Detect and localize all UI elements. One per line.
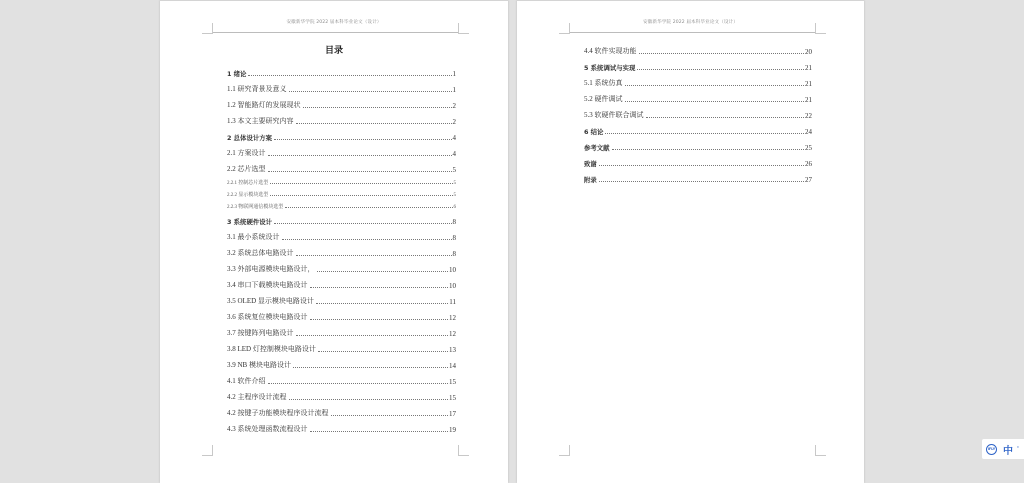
toc-entry[interactable]: 5.1 系统仿真 21 [584, 79, 812, 88]
toc-title: 目录 [324, 46, 343, 56]
leader-dots [331, 414, 449, 416]
toc-entry[interactable]: 5 系统调试与实现 21 [584, 64, 812, 72]
document-page-1 [160, 0, 508, 483]
running-header: 安徽新华学院 2022 届本科毕业论文（设计） [642, 20, 738, 25]
leader-dots [296, 254, 452, 256]
toc-entry[interactable]: 4.1 软件介绍 15 [227, 377, 456, 386]
toc-entry[interactable]: 2.1 方案设计 4 [227, 149, 456, 158]
leader-dots [282, 238, 452, 240]
toc-entry[interactable]: 2.2.1 控制芯片选型 5 [227, 181, 456, 186]
toc-entry[interactable]: 5.3 软硬件联合调试 22 [584, 111, 812, 120]
toc-entry[interactable]: 1.2 智能路灯的发展现状 2 [227, 101, 456, 110]
toc-entry[interactable]: 4.2 主程序设计流程 15 [227, 393, 456, 402]
toc-entry[interactable]: 2.2.3 物联网通信模块选型 6 [227, 205, 456, 210]
ime-status-widget[interactable] [982, 439, 1024, 459]
leader-dots [639, 52, 805, 54]
ime-language-toggle[interactable]: 中 [1003, 445, 1013, 457]
toc-entry[interactable]: 1 绪论 1 [227, 70, 456, 78]
margin-corner-bottom-right [815, 445, 826, 456]
toc-entry[interactable]: 参考文献 25 [584, 144, 812, 152]
margin-corner-top-right [458, 23, 469, 34]
leader-dots [296, 122, 452, 124]
ime-punctuation-toggle[interactable]: ' [1017, 445, 1019, 453]
toc-entry[interactable]: 3.4 串口下载模块电路设计 10 [227, 281, 456, 290]
leader-dots [289, 90, 452, 92]
header-rule [212, 32, 458, 33]
leader-dots [310, 318, 449, 320]
leader-dots [599, 180, 804, 182]
margin-corner-bottom-left [559, 445, 570, 456]
leader-dots [318, 350, 448, 352]
ifly-logo-icon[interactable]: iFLY [986, 444, 997, 455]
leader-dots [285, 206, 452, 208]
leader-dots [316, 302, 448, 304]
margin-corner-top-left [559, 23, 570, 34]
leader-dots [296, 334, 449, 336]
leader-dots [599, 164, 804, 166]
toc-entry[interactable]: 4.3 系统处理函数流程设计 19 [227, 425, 456, 434]
leader-dots [317, 270, 449, 272]
toc-entry[interactable]: 5.2 硬件调试 21 [584, 95, 812, 104]
leader-dots [274, 138, 451, 140]
leader-dots [625, 100, 805, 102]
toc-entry[interactable]: 3.9 NB 模块电路设计 14 [227, 361, 456, 370]
toc-entry[interactable]: 4.2 按键子功能模块程序设计流程 17 [227, 409, 456, 418]
margin-corner-bottom-left [202, 445, 213, 456]
leader-dots [303, 106, 452, 108]
toc-entry[interactable]: 致谢 26 [584, 160, 812, 168]
leader-dots [605, 132, 804, 134]
toc-list [227, 62, 456, 434]
leader-dots [625, 84, 805, 86]
leader-dots [248, 74, 451, 76]
toc-list-continued [584, 40, 812, 184]
toc-entry[interactable]: 3.6 系统复位模块电路设计 12 [227, 313, 456, 322]
leader-dots [268, 170, 452, 172]
toc-entry[interactable]: 3.2 系统总体电路设计 8 [227, 249, 456, 258]
leader-dots [310, 430, 449, 432]
toc-entry[interactable]: 6 结论 24 [584, 128, 812, 136]
leader-dots [289, 398, 449, 400]
leader-dots [268, 382, 449, 384]
margin-corner-bottom-right [458, 445, 469, 456]
page-top-edge [517, 0, 864, 1]
toc-entry[interactable]: 3 系统硬件设计 8 [227, 218, 456, 226]
leader-dots [646, 116, 805, 118]
toc-entry[interactable]: 2.2 芯片选型 5 [227, 165, 456, 174]
leader-dots [274, 222, 451, 224]
toc-entry[interactable]: 3.1 最小系统设计 8 [227, 233, 456, 242]
document-page-2 [517, 0, 864, 483]
margin-corner-top-left [202, 23, 213, 34]
margin-corner-top-right [815, 23, 826, 34]
header-rule [569, 32, 815, 33]
leader-dots [637, 68, 804, 70]
toc-entry[interactable]: 2 总体设计方案 4 [227, 134, 456, 142]
leader-dots [270, 182, 452, 184]
leader-dots [270, 194, 452, 196]
leader-dots [293, 366, 448, 368]
page-top-edge [160, 0, 508, 1]
toc-entry[interactable]: 2.2.2 显示模块选型 5 [227, 193, 456, 198]
toc-entry[interactable]: 3.3 外部电源模块电路设计， 10 [227, 265, 456, 274]
running-header: 安徽新华学院 2022 届本科毕业论文（设计） [286, 20, 382, 25]
toc-entry[interactable]: 1.1 研究背景及意义 1 [227, 85, 456, 94]
leader-dots [310, 286, 449, 288]
leader-dots [612, 148, 804, 150]
toc-entry[interactable]: 3.5 OLED 显示模块电路设计 11 [227, 297, 456, 306]
leader-dots [268, 154, 452, 156]
toc-entry[interactable]: 4.4 软件实现功能 20 [584, 47, 812, 56]
toc-entry[interactable]: 3.7 按键阵列电路设计 12 [227, 329, 456, 338]
toc-entry[interactable]: 附录 27 [584, 176, 812, 184]
toc-entry[interactable]: 1.3 本文主要研究内容 2 [227, 117, 456, 126]
toc-entry[interactable]: 3.8 LED 灯控制模块电路设计 13 [227, 345, 456, 354]
